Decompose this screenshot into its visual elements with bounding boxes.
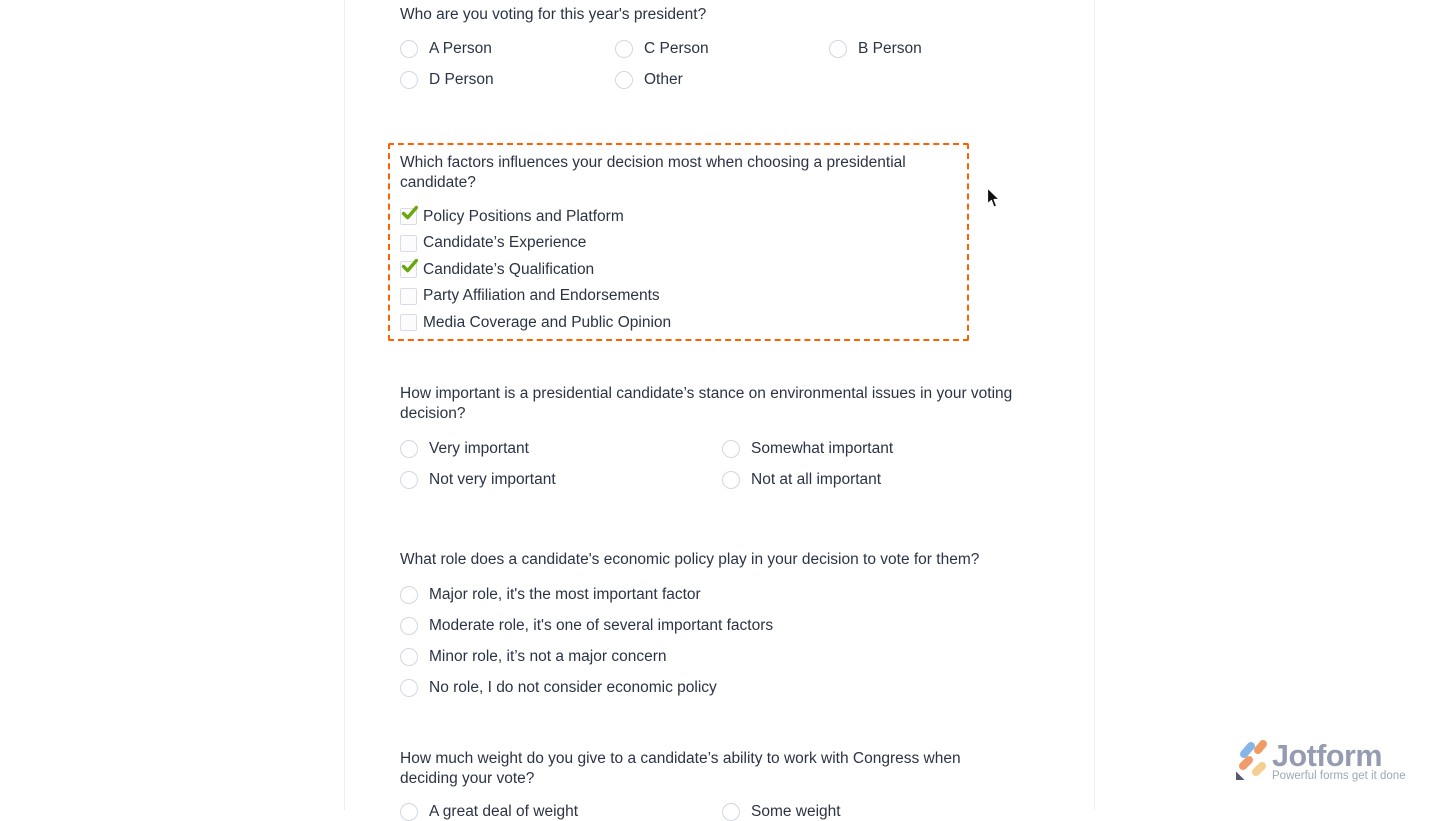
radio-option-label: Other bbox=[644, 71, 683, 88]
radio-group bbox=[400, 803, 1042, 821]
checkbox-option-label: Candidate’s Experience bbox=[423, 234, 587, 251]
checkbox-option-media-coverage[interactable] bbox=[400, 314, 959, 331]
radio-option-some-weight[interactable] bbox=[722, 803, 1042, 821]
form-card-left-border bbox=[344, 0, 345, 810]
radio-option-other[interactable] bbox=[615, 71, 829, 89]
checkbox-option-label: Candidate’s Qualification bbox=[423, 260, 595, 278]
jotform-watermark[interactable] bbox=[1234, 740, 1406, 783]
radio-icon[interactable] bbox=[400, 803, 418, 821]
radio-icon[interactable] bbox=[400, 617, 418, 635]
radio-option-label: Somewhat important bbox=[751, 440, 894, 457]
checkbox-option-experience[interactable] bbox=[400, 235, 959, 252]
jotform-brand-name: Jotform bbox=[1272, 739, 1383, 773]
radio-option-minor-role[interactable] bbox=[400, 648, 1042, 666]
question-label: How important is a presidential candidate’s stance on environmental issues in your voting decision? bbox=[400, 385, 1013, 422]
radio-icon[interactable] bbox=[722, 471, 740, 489]
jotform-tagline: Powerful forms get it done bbox=[1272, 770, 1406, 782]
question-president bbox=[400, 5, 1042, 89]
jotform-logo-text bbox=[1272, 740, 1406, 783]
radio-option-label: Some weight bbox=[751, 803, 841, 820]
radio-icon[interactable] bbox=[400, 440, 418, 458]
radio-option-not-at-all-important[interactable] bbox=[722, 471, 1042, 489]
radio-option-very-important[interactable] bbox=[400, 440, 722, 458]
radio-option-b-person[interactable] bbox=[829, 40, 1042, 58]
radio-option-label: Very important bbox=[429, 440, 529, 457]
radio-icon[interactable] bbox=[615, 40, 633, 58]
radio-group bbox=[400, 586, 1042, 697]
radio-option-not-very-important[interactable] bbox=[400, 471, 722, 489]
jotform-logo-icon bbox=[1234, 740, 1268, 782]
radio-icon[interactable] bbox=[400, 586, 418, 604]
checkbox-group bbox=[400, 208, 959, 331]
checkbox-option-qualification[interactable] bbox=[400, 261, 959, 278]
radio-option-great-deal-weight[interactable] bbox=[400, 803, 722, 821]
radio-icon[interactable] bbox=[829, 40, 847, 58]
radio-option-a-person[interactable] bbox=[400, 40, 615, 58]
checkbox-option-policy-positions[interactable] bbox=[400, 208, 959, 225]
radio-option-label: No role, I do not consider economic policy bbox=[429, 679, 717, 696]
checkbox-icon[interactable] bbox=[400, 314, 417, 331]
checkbox-icon[interactable] bbox=[400, 261, 417, 278]
checkmark-icon bbox=[402, 206, 418, 220]
checkmark-icon bbox=[402, 259, 418, 273]
radio-option-label: D Person bbox=[429, 71, 494, 88]
radio-option-label: Moderate role, it's one of several important factors bbox=[429, 617, 774, 634]
radio-option-d-person[interactable] bbox=[400, 71, 615, 89]
radio-icon[interactable] bbox=[400, 471, 418, 489]
radio-option-label: Major role, it's the most important factor bbox=[429, 586, 701, 603]
checkbox-option-label: Policy Positions and Platform bbox=[423, 207, 624, 225]
checkbox-icon[interactable] bbox=[400, 288, 417, 305]
radio-icon[interactable] bbox=[400, 71, 418, 89]
question-label: Which factors influences your decision most when choosing a presidential candidate? bbox=[400, 154, 906, 191]
radio-option-label: C Person bbox=[644, 40, 709, 57]
radio-icon[interactable] bbox=[400, 648, 418, 666]
question-label: Who are you voting for this year's president? bbox=[400, 6, 707, 23]
checkbox-icon[interactable] bbox=[400, 235, 417, 252]
checkbox-option-label: Media Coverage and Public Opinion bbox=[423, 313, 672, 331]
radio-option-c-person[interactable] bbox=[615, 40, 829, 58]
radio-option-label: A Person bbox=[429, 40, 492, 57]
question-factors-highlighted[interactable] bbox=[388, 143, 969, 341]
checkbox-option-party-affiliation[interactable] bbox=[400, 288, 959, 305]
radio-option-somewhat-important[interactable] bbox=[722, 440, 1042, 458]
checkbox-icon[interactable] bbox=[400, 208, 417, 225]
radio-icon[interactable] bbox=[400, 40, 418, 58]
radio-option-label: Minor role, it’s not a major concern bbox=[429, 648, 667, 665]
radio-option-label: Not very important bbox=[429, 471, 556, 488]
radio-icon[interactable] bbox=[722, 440, 740, 458]
radio-option-label: B Person bbox=[858, 40, 922, 57]
radio-icon[interactable] bbox=[400, 679, 418, 697]
question-label: How much weight do you give to a candidate’s ability to work with Congress when deciding your vote? bbox=[400, 750, 961, 787]
radio-icon[interactable] bbox=[722, 803, 740, 821]
radio-option-moderate-role[interactable] bbox=[400, 617, 1042, 635]
radio-icon[interactable] bbox=[615, 71, 633, 89]
checkbox-option-label: Party Affiliation and Endorsements bbox=[423, 287, 660, 304]
form-card-right-border bbox=[1094, 0, 1095, 810]
mouse-cursor-icon bbox=[986, 187, 1001, 209]
radio-option-no-role[interactable] bbox=[400, 679, 1042, 697]
radio-group bbox=[400, 440, 1042, 489]
question-congress-weight bbox=[400, 749, 1042, 821]
radio-option-label: Not at all important bbox=[751, 471, 882, 488]
question-label: What role does a candidate's economic policy play in your decision to vote for them? bbox=[400, 551, 980, 568]
radio-option-major-role[interactable] bbox=[400, 586, 1042, 604]
radio-group bbox=[400, 40, 1042, 89]
question-economic-policy bbox=[400, 550, 1042, 697]
question-environmental bbox=[400, 384, 1042, 489]
radio-option-label: A great deal of weight bbox=[429, 803, 579, 820]
